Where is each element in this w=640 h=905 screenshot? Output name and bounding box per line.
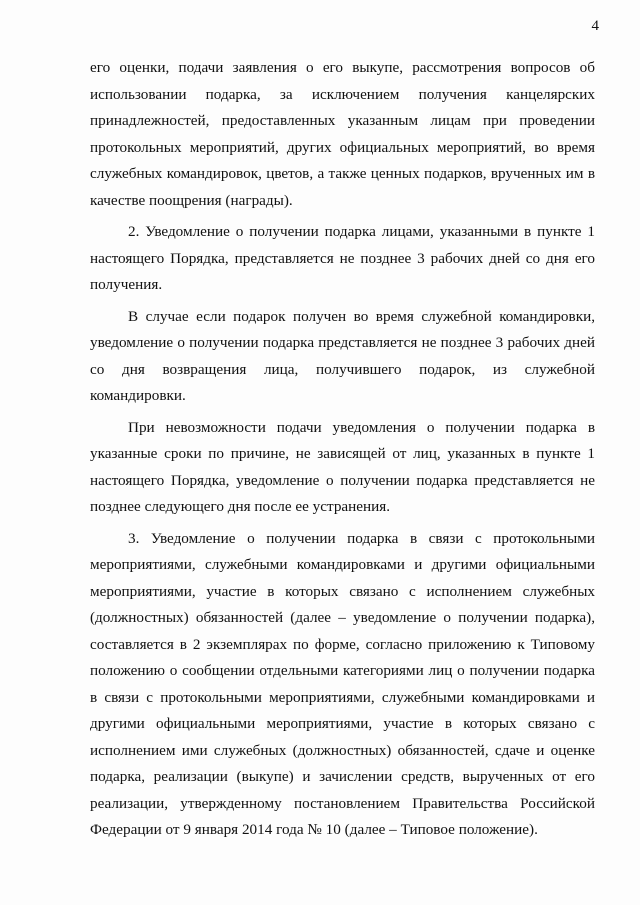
page-number: 4 bbox=[591, 18, 599, 34]
paragraph-item-3: 3. Уведомление о получении подарка в связи с протокольными мероприятиями, служебными командировками и другими официальными мероприятиями, участие в которых связано с исполнением служебных (должностных) обязанностей (далее – уведомление о получении подарка), составляется в 2 экземплярах по форме, согласно приложению к Типовому положению о сообщении отдельными категориями лиц о получении подарка в связи с протокольными мероприятиями, служебными командировками и другими официальными мероприятиями, участие в которых связано с исполнением ими служебных (должностных) обязанностей, сдаче и оценке подарка, реализации (выкупе) и зачислении средств, вырученных от его реализации, утвержденному постановлением Правительства Российской Федерации от 9 января 2014 года № 10 (далее – Типовое положение). bbox=[90, 529, 595, 838]
paragraph-business-trip: В случае если подарок получен во время служебной командировки, уведомление о получении подарка представляется не позднее 3 рабочих дней со дня возвращения лица, получившего подарок, из служебной командировки. bbox=[90, 307, 595, 404]
paragraph-continuation: его оценки, подачи заявления о его выкупе, рассмотрения вопросов об использовании подарка, за исключением получения канцелярских принадлежностей, предоставленных указанным лицам при проведении протокольных мероприятий, других официальных мероприятий, во время служебных командировок, цветов, а также ценных подарков, врученных им в качестве поощрения (награды). bbox=[90, 59, 595, 209]
document-body bbox=[90, 55, 595, 849]
paragraph-impossibility: При невозможности подачи уведомления о получении подарка в указанные сроки по причине, не зависящей от лиц, указанных в пункте 1 настоящего Порядка, уведомление о получении подарка представляется не позднее следующего дня после ее устранения. bbox=[90, 418, 595, 515]
paragraph-item-2: 2. Уведомление о получении подарка лицами, указанными в пункте 1 настоящего Порядка, представляется не позднее 3 рабочих дней со дня его получения. bbox=[90, 223, 595, 293]
